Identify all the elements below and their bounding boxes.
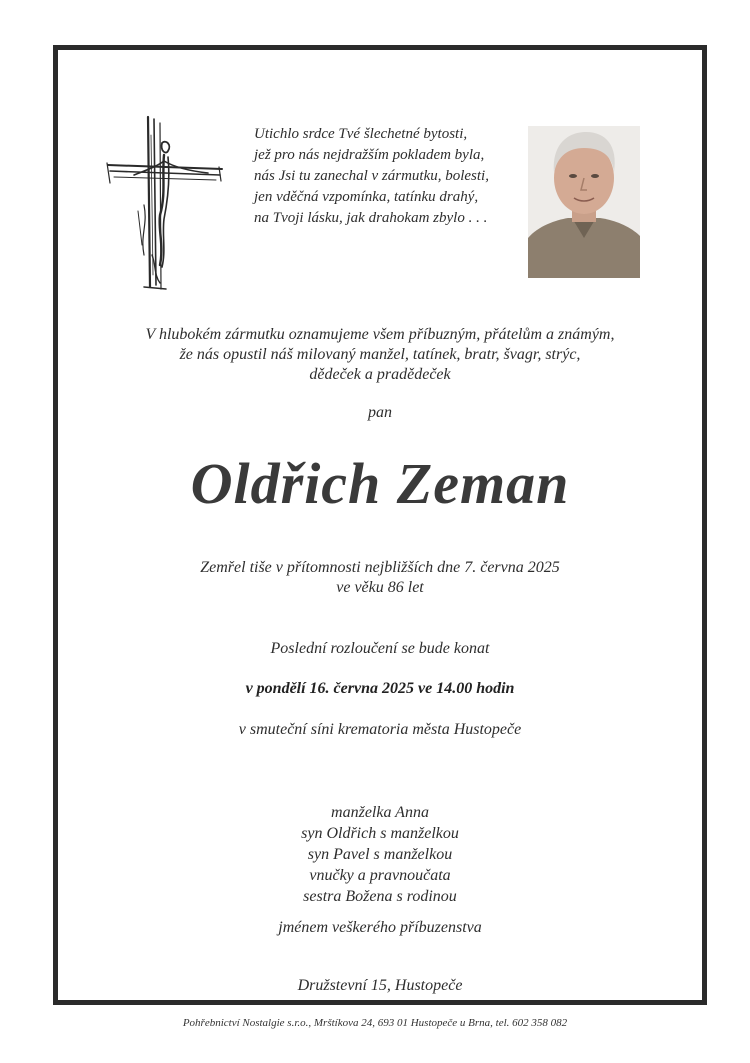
mourner: syn Oldřich s manželkou [301, 825, 459, 842]
death-line: Zemřel tiše v přítomnosti nejbližších dne 7. června 2025 [200, 559, 560, 576]
announcement-line: že nás opustil náš milovaný manžel, tatínek, bratr, švagr, strýc, [179, 346, 581, 363]
crucifix-icon [104, 115, 226, 291]
announcement-line: dědeček a pradědeček [309, 366, 451, 383]
mourners-list [60, 802, 700, 907]
farewell-place: v smuteční síni krematoria města Hustopeče [238, 721, 522, 738]
portrait-photo [528, 126, 640, 278]
farewell-datetime: v pondělí 16. června 2025 ve 14.00 hodin [245, 680, 515, 697]
announcement-line: V hlubokém zármutku oznamujeme všem příbuzným, přátelům a známým, [145, 326, 615, 343]
poem-line: na Tvoji lásku, jak drahokam zbylo . . . [254, 210, 488, 226]
funeral-service-footer: Pohřebnictví Nostalgie s.r.o., Mrštíkova 24, 693 01 Hustopeče u Brna, tel. 602 358 082 [182, 1017, 568, 1029]
farewell-intro: Poslední rozloučení se bude konat [270, 640, 490, 657]
on-behalf-line: jménem veškerého příbuzenstva [278, 919, 482, 936]
mourner: manželka Anna [331, 804, 429, 821]
mourner: sestra Božena s rodinou [303, 888, 457, 905]
death-notice [60, 558, 700, 598]
death-line: ve věku 86 let [336, 579, 424, 596]
salutation: pan [368, 404, 392, 421]
mourner: vnučky a pravnoučata [309, 867, 451, 884]
poem-line: jen vděčná vzpomínka, tatínku drahý, [254, 189, 479, 205]
announcement-text [60, 325, 700, 385]
mourner: syn Pavel s manželkou [307, 846, 453, 863]
family-address: Družstevní 15, Hustopeče [297, 977, 463, 994]
poem-line: nás Jsi tu zanechal v zármutku, bolesti, [254, 168, 489, 184]
poem-line: jež pro nás nejdražším pokladem byla, [254, 147, 485, 163]
deceased-name: Oldřich Zeman [190, 451, 570, 516]
memorial-poem [254, 124, 524, 229]
poem-line: Utichlo srdce Tvé šlechetné bytosti, [254, 126, 468, 142]
